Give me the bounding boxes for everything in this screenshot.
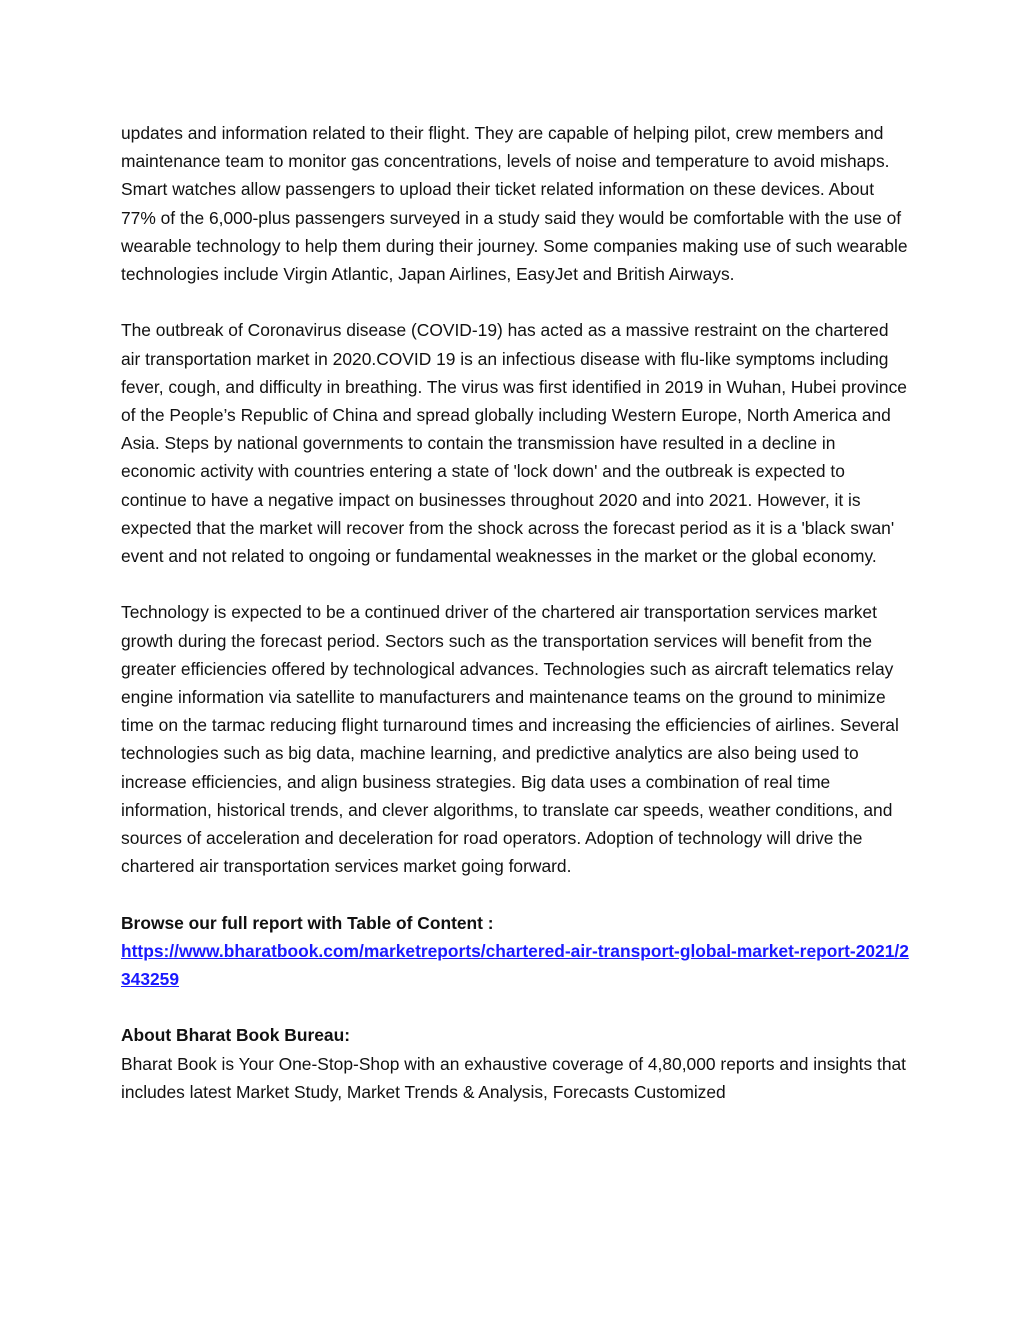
browse-report-section bbox=[121, 909, 911, 994]
browse-report-label: Browse our full report with Table of Content : bbox=[121, 912, 494, 933]
paragraph-wearable-technology: updates and information related to their flight. They are capable of helping pilot, crew members and maintenance team to monitor gas concentrations, levels of noise and temperature to avoid mishaps. Smart watches allow passengers to upload their ticket related information on these devices. About 77% of the 6,000-plus passengers surveyed in a study said they would be comfortable with the use of wearable technology to help them during their journey. Some companies making use of such wearable technologies include Virgin Atlantic, Japan Airlines, EasyJet and British Airways. bbox=[121, 123, 908, 285]
about-heading: About Bharat Book Bureau: bbox=[121, 1025, 350, 1046]
about-text: Bharat Book is Your One-Stop-Shop with an exhaustive coverage of 4,80,000 reports and insights that includes latest Market Study, Market Trends & Analysis, Forecasts Customized bbox=[121, 1053, 907, 1102]
document-body bbox=[121, 119, 911, 1106]
paragraph-technology-driver: Technology is expected to be a continued driver of the chartered air transportation services market growth during the forecast period. Sectors such as the transportation services will benefit from the greater efficiencies offered by technological advances. Technologies such as aircraft telematics relay engine information via satellite to manufacturers and maintenance teams on the ground to minimize time on the tarmac reducing flight turnaround times and increasing the efficiencies of airlines. Several technologies such as big data, machine learning, and predictive analytics are also being used to increase efficiencies, and align business strategies. Big data uses a combination of real time information, historical trends, and clever algorithms, to translate car speeds, weather conditions, and sources of acceleration and deceleration for road operators. Adoption of technology will drive the chartered air transportation services market going forward. bbox=[121, 602, 899, 877]
report-link[interactable]: https://www.bharatbook.com/marketreports/chartered-air-transport-global-market-report-2021/2343259 bbox=[121, 940, 909, 990]
paragraph-covid-impact: The outbreak of Coronavirus disease (COVID-19) has acted as a massive restraint on the chartered air transportation market in 2020.COVID 19 is an infectious disease with flu-like symptoms including fever, cough, and difficulty in breathing. The virus was first identified in 2019 in Wuhan, Hubei province of the People’s Republic of China and spread globally including Western Europe, North America and Asia. Steps by national governments to contain the transmission have resulted in a decline in economic activity with countries entering a state of 'lock down' and the outbreak is expected to continue to have a negative impact on businesses throughout 2020 and into 2021. However, it is expected that the market will recover from the shock across the forecast period as it is a 'black swan' event and not related to ongoing or fundamental weaknesses in the market or the global economy. bbox=[121, 320, 907, 567]
about-section bbox=[121, 1021, 911, 1106]
